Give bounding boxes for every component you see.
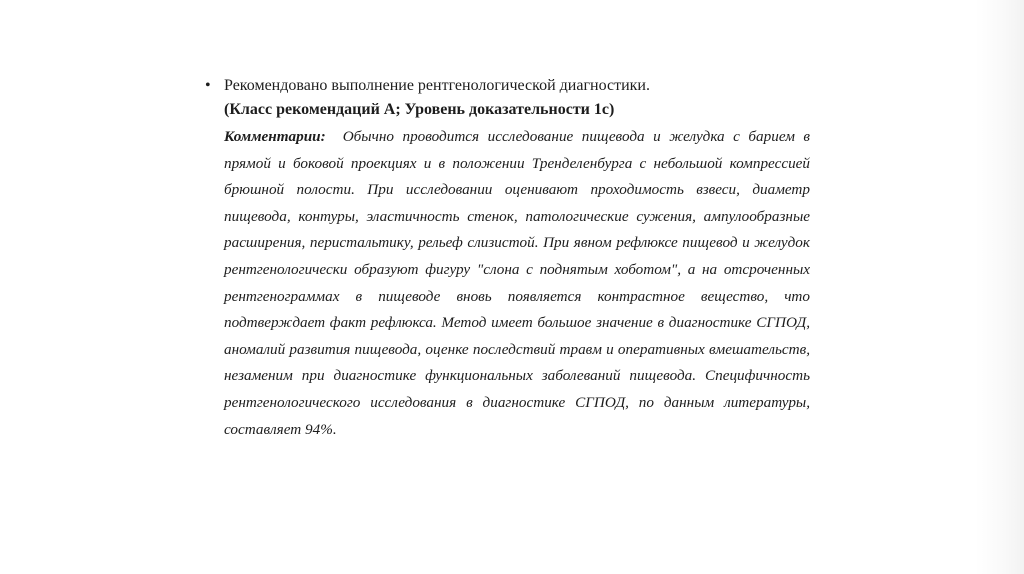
page-edge-shadow <box>974 0 1024 574</box>
comment-paragraph <box>224 124 810 443</box>
bullet-icon: • <box>205 77 211 94</box>
comment-text: Обычно проводится исследование пищевода и желудка с барием в прямой и боковой проекциях и в положении Тренделенбурга с небольшой компрессией брюшной полости. При исследовании оценивают проходимость взвеси, диаметр пищевода, контуры, эластичность стенок, патологические сужения, ампулообразные расширения, перистальтику, рельеф слизистой. При явном рефлюксе пищевод и желудок рентгенологически образуют фигуру "слона с поднятым хоботом", а на отсроченных рентгенограммах в пищеводе вновь появляется контрастное вещество, что подтверждает факт рефлюкса. Метод имеет большое значение в диагностике СГПОД, аномалий развития пищевода, оценке последствий травм и оперативных вмешательств, незаменим при диагностике функциональных заболеваний пищевода. Специфичность рентгенологического исследования в диагностике СГПОД, по данным литературы, составляет 94%. <box>224 128 810 438</box>
comment-label: Комментарии: <box>224 128 326 145</box>
recommendation-class: (Класс рекомендаций А; Уровень доказательности 1с) <box>224 101 615 118</box>
recommendation-item <box>200 74 840 98</box>
recommendation-text: Рекомендовано выполнение рентгенологической диагностики. <box>224 77 650 94</box>
document-body <box>200 74 840 443</box>
